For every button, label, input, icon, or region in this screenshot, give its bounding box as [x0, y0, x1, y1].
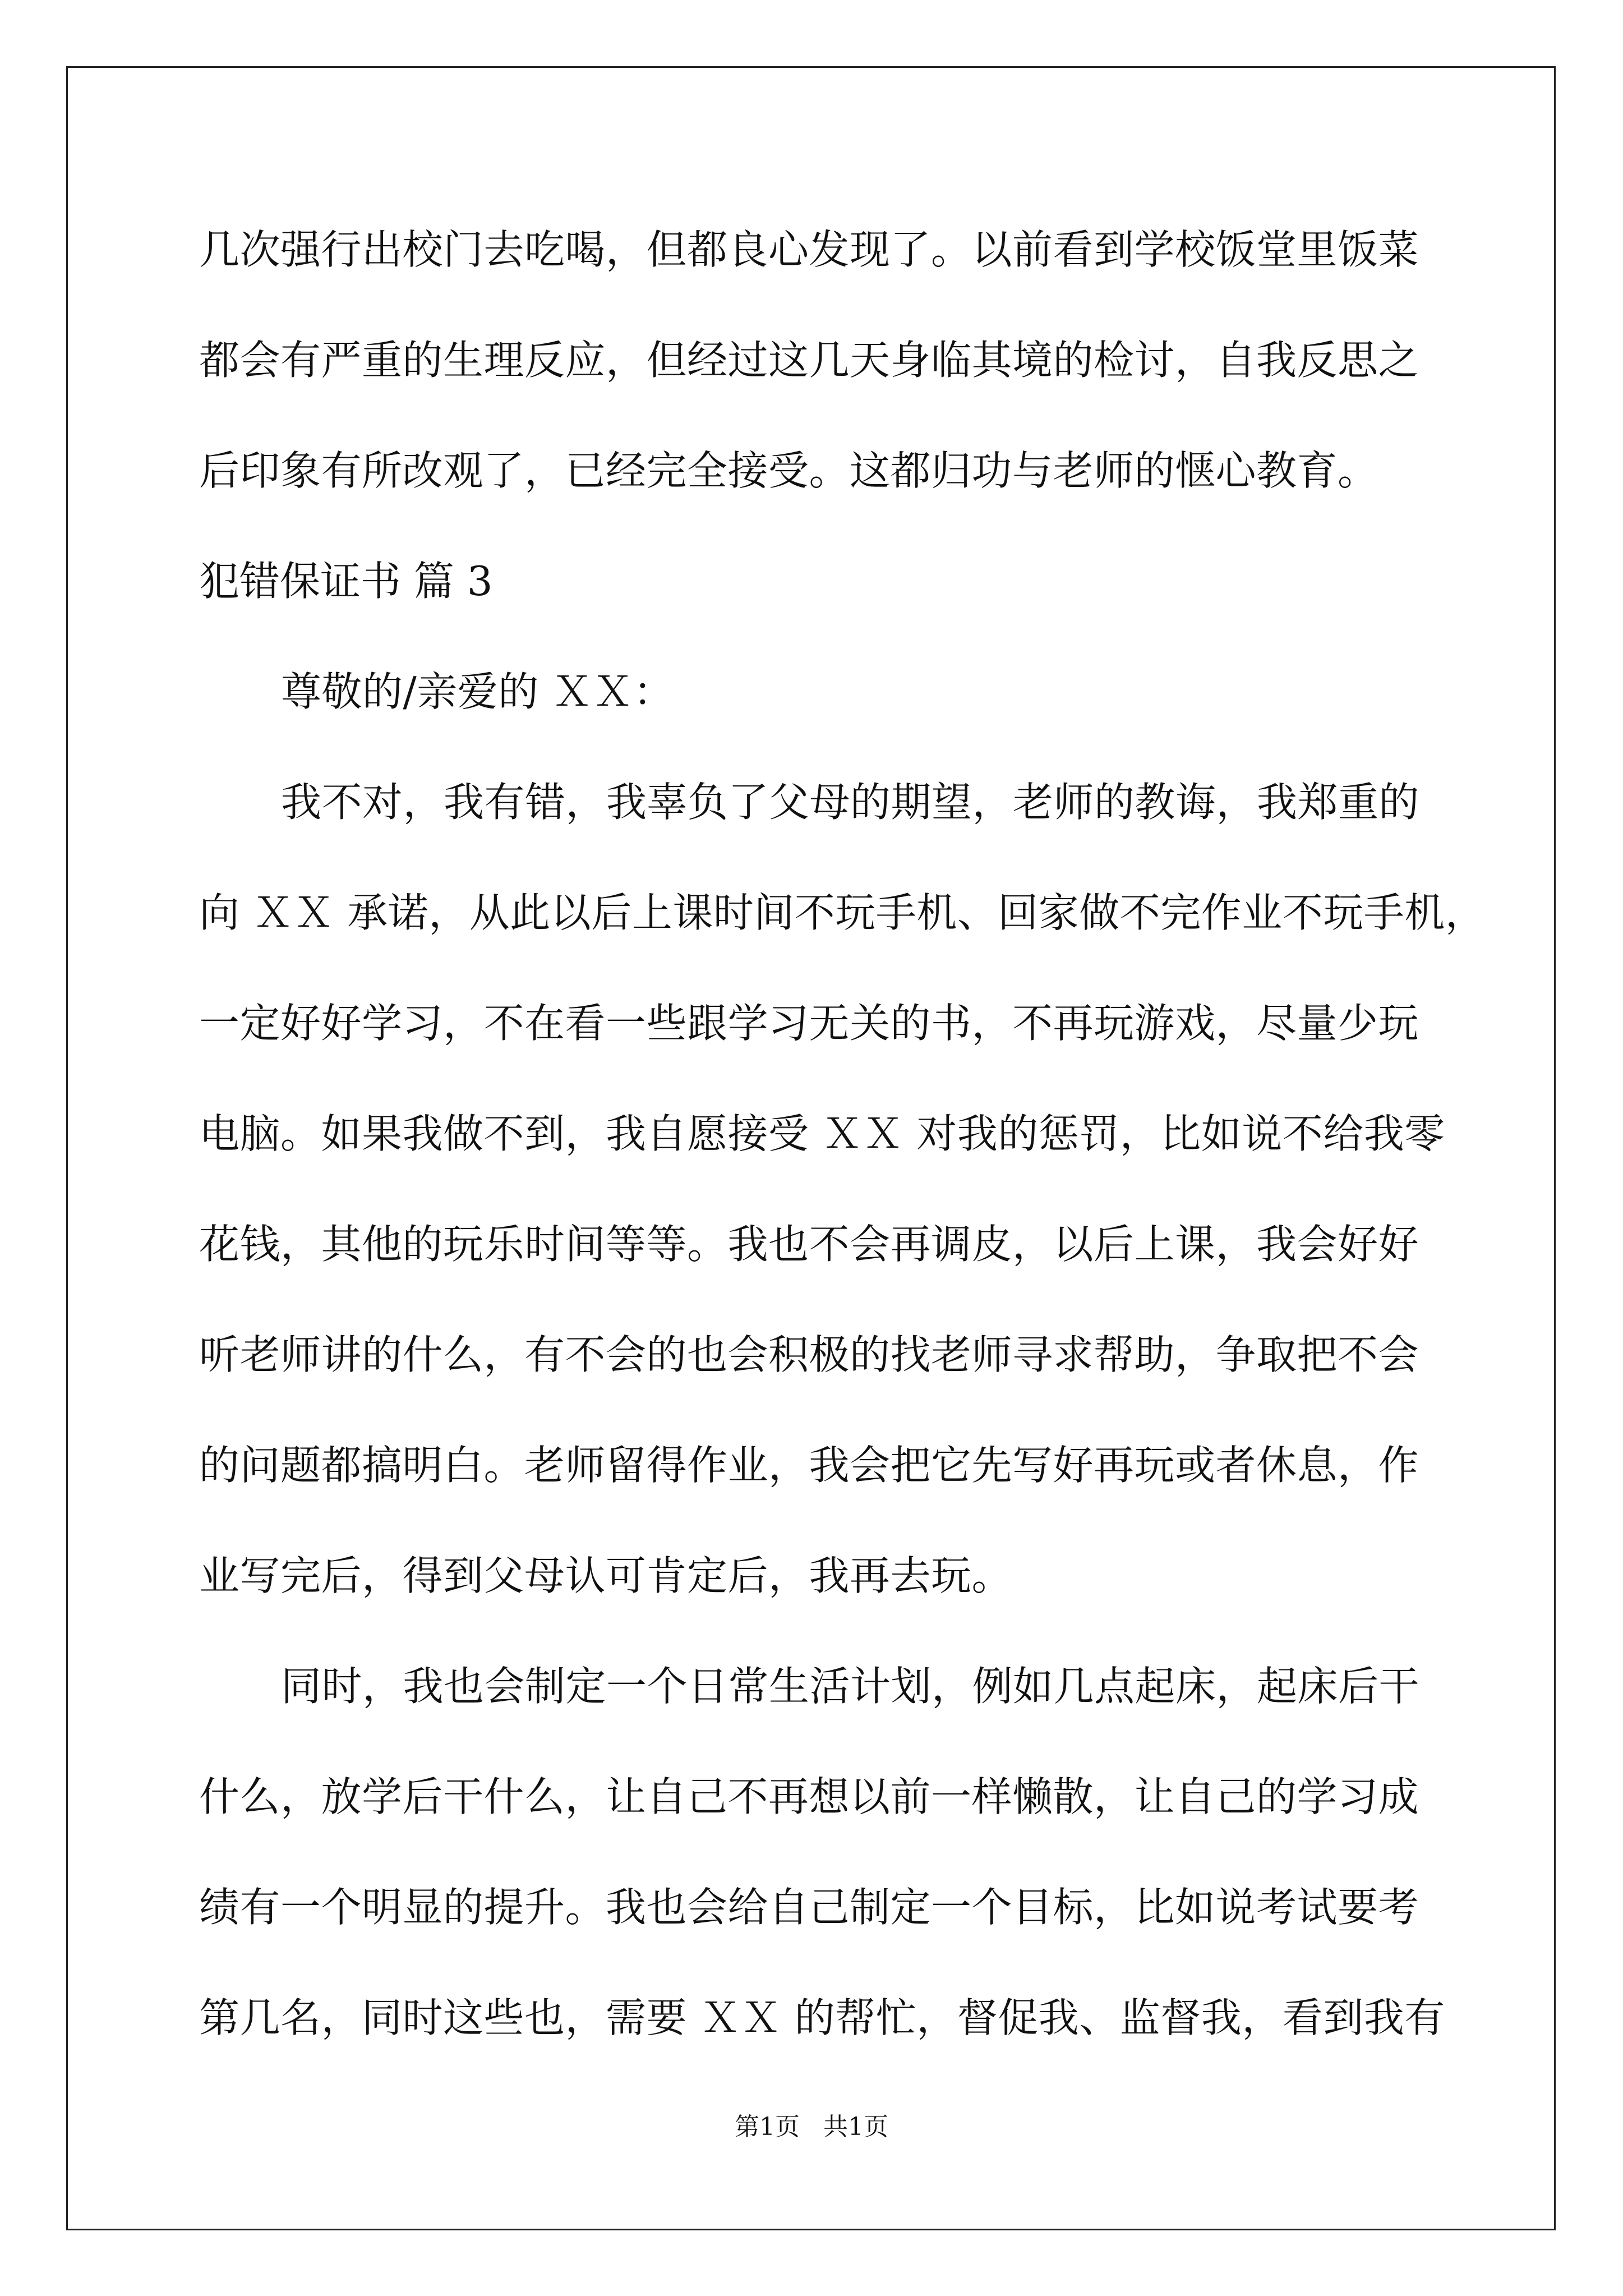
salutation: 尊敬的/亲爱的 ＸＸ： — [281, 668, 674, 715]
text-line-1: 几次强行出校门去吃喝，但都良心发现了。以前看到学校饭堂里饭菜 — [199, 226, 1419, 273]
text-line-9: 电脑。如果我做不到，我自愿接受 ＸＸ 对我的惩罚，比如说不给我零 — [199, 1110, 1445, 1157]
section-heading: 犯错保证书 篇 3 — [199, 558, 493, 605]
text-line-11: 听老师讲的什么，有不会的也会积极的找老师寻求帮助，争取把不会 — [199, 1331, 1419, 1378]
document-body — [199, 216, 1486, 2095]
text-line-12: 的问题都搞明白。老师留得作业，我会把它先写好再玩或者休息，作 — [199, 1442, 1419, 1489]
text-line-10: 花钱，其他的玩乐时间等等。我也不会再调皮，以后上课，我会好好 — [199, 1221, 1419, 1268]
text-line-6: 我不对，我有错，我辜负了父母的期望，老师的教诲，我郑重的 — [281, 779, 1420, 826]
text-line-8: 一定好好学习，不在看一些跟学习无关的书，不再玩游戏，尽量少玩 — [199, 1000, 1419, 1047]
text-line-13: 业写完后，得到父母认可肯定后，我再去玩。 — [199, 1552, 1013, 1599]
text-line-17: 第几名，同时这些也，需要 ＸＸ 的帮忙，督促我、监督我，看到我有 — [199, 1994, 1445, 2041]
text-line-7: 向 ＸＸ 承诺，从此以后上课时间不玩手机、回家做不完作业不玩手机， — [199, 889, 1486, 936]
text-line-2: 都会有严重的生理反应，但经过这几天身临其境的检讨，自我反思之 — [199, 337, 1419, 384]
text-line-15: 什么，放学后干什么，让自己不再想以前一样懒散，让自己的学习成 — [199, 1773, 1419, 1820]
text-line-3: 后印象有所改观了，已经完全接受。这都归功与老师的惬心教育。 — [199, 447, 1378, 494]
page-number-footer: 第1页 共1页 — [735, 2113, 888, 2141]
text-line-16: 绩有一个明显的提升。我也会给自己制定一个目标，比如说考试要考 — [199, 1884, 1419, 1931]
text-line-14: 同时，我也会制定一个日常生活计划，例如几点起床，起床后干 — [281, 1663, 1420, 1710]
